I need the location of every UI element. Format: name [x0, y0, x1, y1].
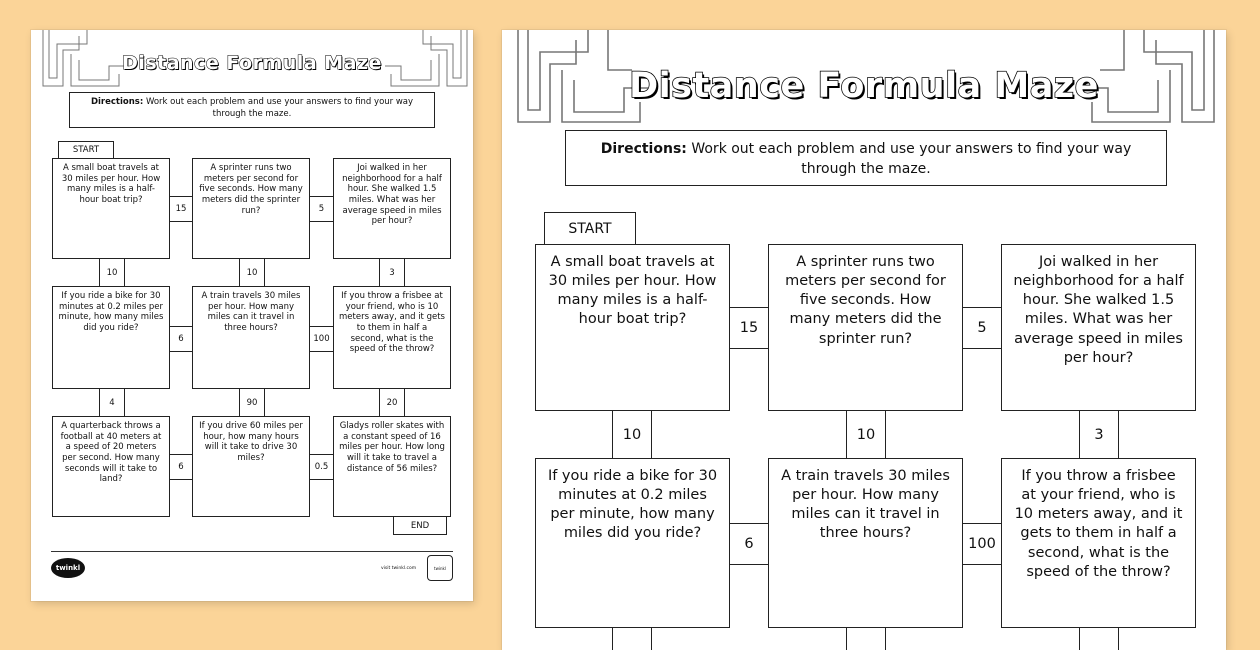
v-connector: 3	[379, 258, 405, 287]
h-connector: 6	[169, 326, 193, 352]
twinkl-logo: twinkl	[51, 558, 85, 578]
v-connector: 90	[239, 388, 265, 417]
maze-cell: Gladys roller skates with a constant speed of 16 miles per hour. How long will it take to travel a distance of 56 miles?	[333, 416, 451, 517]
twinkl-badge-icon: twinkl	[427, 555, 453, 581]
v-connector: 20	[379, 388, 405, 417]
v-connector: 10	[239, 258, 265, 287]
site-link: visit twinkl.com	[381, 566, 417, 571]
v-connector: 3	[1079, 410, 1119, 459]
v-connector: 10	[99, 258, 125, 287]
v-connector: 4	[99, 388, 125, 417]
h-connector: 100	[962, 523, 1002, 565]
h-connector: 15	[729, 307, 769, 349]
maze-cell: A quarterback throws a football at 40 meters at a speed of 20 meters per second. How many seconds will it take to land?	[52, 416, 170, 517]
v-connector-stub	[846, 627, 886, 650]
start-label: START	[58, 141, 114, 159]
worksheet-zoomed	[502, 30, 1226, 650]
v-connector: 10	[612, 410, 652, 459]
h-connector: 5	[309, 196, 334, 222]
worksheet-preview	[31, 30, 473, 601]
maze-cell: If you ride a bike for 30 minutes at 0.2 miles per minute, how many miles did you ride?	[535, 458, 730, 628]
maze-cell: A train travels 30 miles per hour. How many miles can it travel in three hours?	[192, 286, 310, 389]
h-connector: 15	[169, 196, 193, 222]
maze-cell: A sprinter runs two meters per second for five seconds. How many meters did the sprinter run?	[192, 158, 310, 259]
worksheet-title: Distance Formula Maze	[122, 52, 382, 74]
h-connector: 6	[729, 523, 769, 565]
v-connector-stub	[612, 627, 652, 650]
v-connector-stub	[1079, 627, 1119, 650]
maze-cell: If you throw a frisbee at your friend, who is 10 meters away, and it gets to them in half a second, what is the speed of the throw?	[1001, 458, 1196, 628]
directions-label: Directions:	[90, 97, 144, 107]
h-connector: 5	[962, 307, 1002, 349]
directions-text: Work out each problem and use your answers to find your way through the maze.	[691, 141, 1132, 178]
worksheet-title: Distance Formula Maze	[629, 66, 1099, 106]
end-label: END	[393, 516, 447, 535]
maze-cell: A small boat travels at 30 miles per hour. How many miles is a half-hour boat trip?	[535, 244, 730, 411]
directions-text: Work out each problem and use your answers to find your way through the maze.	[145, 97, 414, 120]
footer-divider	[51, 551, 453, 552]
maze-cell: Joi walked in her neighborhood for a half hour. She walked 1.5 miles. What was her average speed in miles per hour?	[333, 158, 451, 259]
maze-cell: A sprinter runs two meters per second for five seconds. How many meters did the sprinter run?	[768, 244, 963, 411]
directions-box	[565, 130, 1167, 186]
maze-cell: If you throw a frisbee at your friend, who is 10 meters away, and it gets to them in half a second, what is the speed of the throw?	[333, 286, 451, 389]
start-label: START	[544, 212, 636, 245]
maze-cell: If you drive 60 miles per hour, how many hours will it take to drive 30 miles?	[192, 416, 310, 517]
h-connector: 0.5	[309, 454, 334, 480]
maze-cell: If you ride a bike for 30 minutes at 0.2 miles per minute, how many miles did you ride?	[52, 286, 170, 389]
v-connector: 10	[846, 410, 886, 459]
maze-cell: A train travels 30 miles per hour. How many miles can it travel in three hours?	[768, 458, 963, 628]
maze-cell: Joi walked in her neighborhood for a half hour. She walked 1.5 miles. What was her average speed in miles per hour?	[1001, 244, 1196, 411]
maze-cell: A small boat travels at 30 miles per hour. How many miles is a half-hour boat trip?	[52, 158, 170, 259]
directions-box	[69, 92, 435, 128]
h-connector: 6	[169, 454, 193, 480]
h-connector: 100	[309, 326, 334, 352]
directions-label: Directions:	[600, 141, 687, 157]
